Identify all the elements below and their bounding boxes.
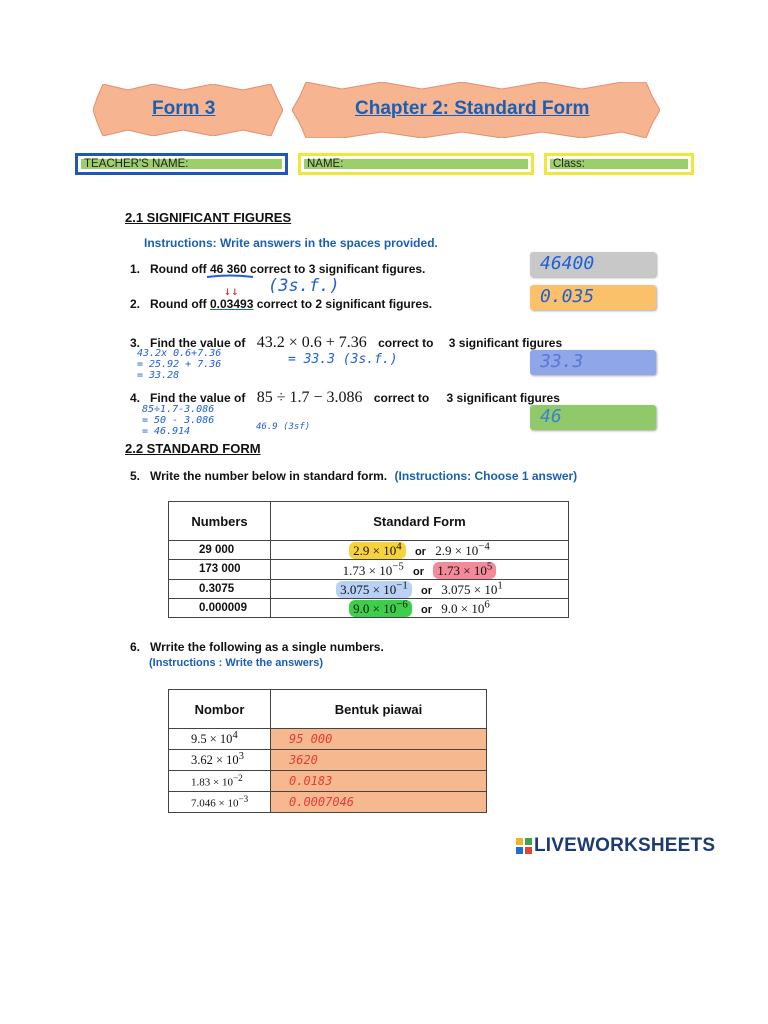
q6-answer-4[interactable]: 0.0007046 bbox=[271, 792, 487, 813]
student-name-label: NAME: bbox=[307, 158, 344, 170]
q1-text: Round off 46 360 correct to 3 significant figures. bbox=[150, 262, 426, 276]
numbers-header: Numbers bbox=[169, 502, 271, 541]
table-row bbox=[169, 792, 487, 813]
q5-options-3: $3.075 \times 10^{-1}$ or $3.075 \times 10^1$ bbox=[271, 579, 569, 598]
q6-base-2: $3.62 \times 10^3$ bbox=[169, 750, 271, 771]
q4-work-line-2: = 50 - 3.086 bbox=[142, 415, 215, 426]
q3-answer: 33.3 bbox=[540, 351, 584, 372]
table-row bbox=[169, 541, 569, 560]
q6-base-4: $7.046 \times 10^{-3}$ bbox=[169, 792, 271, 813]
q3-text-a: Find the value of bbox=[150, 336, 246, 350]
q5-options-2: $1.73 \times 10^{-5}$ or $1.73 \times 10^5$ bbox=[271, 560, 569, 579]
question-2 bbox=[130, 297, 432, 311]
q2-answer-box[interactable] bbox=[530, 285, 656, 310]
standard-form-header: Standard Form bbox=[271, 502, 569, 541]
question-6 bbox=[130, 640, 384, 654]
table-row bbox=[169, 729, 487, 750]
q5-number-2: 173 000 bbox=[169, 560, 271, 579]
class-field[interactable] bbox=[544, 153, 694, 175]
bentuk-piawai-header: Bentuk piawai bbox=[271, 690, 487, 729]
q6-instructions: (Instructions : Write the answers) bbox=[149, 657, 323, 669]
standard-form-table bbox=[168, 501, 569, 618]
q5-row1-option2[interactable]: $2.9 \times 10^{-4}$ bbox=[435, 541, 490, 559]
q3-answer-box[interactable] bbox=[530, 350, 656, 375]
q1-answer-box[interactable] bbox=[530, 252, 656, 277]
q1-handwritten-note: (3s.f.) bbox=[268, 276, 340, 296]
q1-underline-mark bbox=[205, 274, 255, 280]
q4-text-a: Find the value of bbox=[150, 391, 246, 405]
q2-text-b: correct to 2 significant figures. bbox=[253, 297, 433, 311]
q5-number: 5. bbox=[130, 469, 141, 483]
q4-expression: 85 ÷ 1.7 − 3.086 bbox=[256, 389, 363, 406]
q1-number: 1. bbox=[130, 262, 141, 276]
q4-text-b: correct to bbox=[373, 391, 430, 405]
liveworksheets-logo bbox=[516, 835, 715, 857]
q4-working bbox=[142, 404, 214, 437]
q2-text-a: Round off bbox=[150, 297, 210, 311]
student-name-field[interactable] bbox=[298, 153, 534, 175]
q3-work-line-1: 43.2x 0.6+7.36 bbox=[137, 348, 222, 359]
q5-row3-option1[interactable]: $3.075 \times 10^{-1}$ bbox=[336, 581, 412, 598]
liveworksheets-brand: LIVEWORKSHEETS bbox=[534, 835, 716, 856]
q5-instructions: (Instructions: Choose 1 answer) bbox=[394, 469, 578, 483]
q2-number: 2. bbox=[130, 297, 141, 311]
q4-answer-box[interactable] bbox=[530, 405, 656, 430]
q5-options-4: $9.0 \times 10^{-6}$ or $9.0 \times 10^6$ bbox=[271, 598, 569, 617]
q5-row2-option1[interactable]: $1.73 \times 10^{-5}$ bbox=[342, 560, 404, 578]
q6-answer-1[interactable]: 95 000 bbox=[271, 729, 487, 750]
q2-red-arrows: ↓↓ bbox=[224, 284, 239, 298]
section-standard-form-title: 2.2 STANDARD FORM bbox=[125, 441, 261, 456]
q3-work-line-2: = 25.92 + 7.36 bbox=[137, 359, 222, 370]
q5-row2-option2[interactable]: $1.73 \times 10^5$ bbox=[433, 562, 496, 579]
q3-expression: 43.2 × 0.6 + 7.36 bbox=[256, 334, 367, 351]
q2-answer: 0.035 bbox=[540, 286, 595, 307]
question-1 bbox=[130, 262, 425, 276]
q5-row3-option2[interactable]: $3.075 \times 10^1$ bbox=[441, 579, 503, 597]
form-label: Form 3 bbox=[152, 98, 216, 119]
table-row bbox=[169, 598, 569, 617]
q3-text-b: correct to bbox=[378, 336, 434, 350]
q5-row4-option1[interactable]: $9.0 \times 10^{-6}$ bbox=[349, 600, 412, 617]
q3-work-line-3: = 33.28 bbox=[137, 370, 180, 381]
q5-number-1: 29 000 bbox=[169, 541, 271, 560]
q5-row4-option2[interactable]: $9.0 \times 10^6$ bbox=[441, 598, 490, 617]
q4-working-note: 46.9 (3sf) bbox=[256, 422, 311, 432]
class-label: Class: bbox=[553, 158, 585, 170]
q3-working-result: = 33.3 (3s.f.) bbox=[288, 352, 398, 367]
teacher-name-field[interactable] bbox=[75, 153, 288, 175]
q4-text-c: 3 significant figures bbox=[446, 391, 560, 405]
q5-text: Write the number below in standard form. bbox=[150, 469, 388, 483]
q5-number-3: 0.3075 bbox=[169, 579, 271, 598]
chapter-title: Chapter 2: Standard Form bbox=[355, 98, 590, 119]
q6-text: Wrrite the following as a single numbers. bbox=[150, 640, 384, 654]
q6-base-3: $1.83 \times 10^{-2}$ bbox=[169, 771, 271, 792]
liveworksheets-grid-icon bbox=[516, 838, 532, 854]
teacher-name-label: TEACHER'S NAME: bbox=[84, 158, 189, 170]
q3-working bbox=[137, 348, 221, 381]
q3-number: 3. bbox=[130, 336, 141, 350]
nombor-header: Nombor bbox=[169, 690, 271, 729]
q2-highlight-number: 0.03493 bbox=[209, 297, 254, 311]
section-significant-figures-title: 2.1 SIGNIFICANT FIGURES bbox=[125, 210, 292, 225]
q4-work-line-1: 85÷1.7-3.086 bbox=[142, 404, 215, 415]
q4-number: 4. bbox=[130, 391, 141, 405]
q4-answer: 46 bbox=[540, 406, 562, 427]
q5-row1-option1[interactable]: $2.9 \times 10^4$ bbox=[349, 542, 406, 559]
q5-options-1: $2.9 \times 10^4$ or $2.9 \times 10^{-4}$ bbox=[271, 541, 569, 560]
single-number-table bbox=[168, 689, 487, 813]
table-row bbox=[169, 771, 487, 792]
q6-number: 6. bbox=[130, 640, 141, 654]
q3-text-c: 3 significant figures bbox=[448, 336, 563, 350]
table-row bbox=[169, 560, 569, 579]
table-row bbox=[169, 750, 487, 771]
table-row bbox=[169, 579, 569, 598]
q4-work-line-3: = 46.914 bbox=[142, 426, 191, 437]
q5-number-4: 0.000009 bbox=[169, 598, 271, 617]
q1-answer: 46400 bbox=[540, 253, 595, 274]
q6-answer-2[interactable]: 3620 bbox=[271, 750, 487, 771]
question-5 bbox=[130, 469, 577, 483]
q6-answer-3[interactable]: 0.0183 bbox=[271, 771, 487, 792]
q6-base-1: $9.5 \times 10^4$ bbox=[169, 729, 271, 750]
section1-instructions: Instructions: Write answers in the spaces provided. bbox=[144, 236, 438, 250]
